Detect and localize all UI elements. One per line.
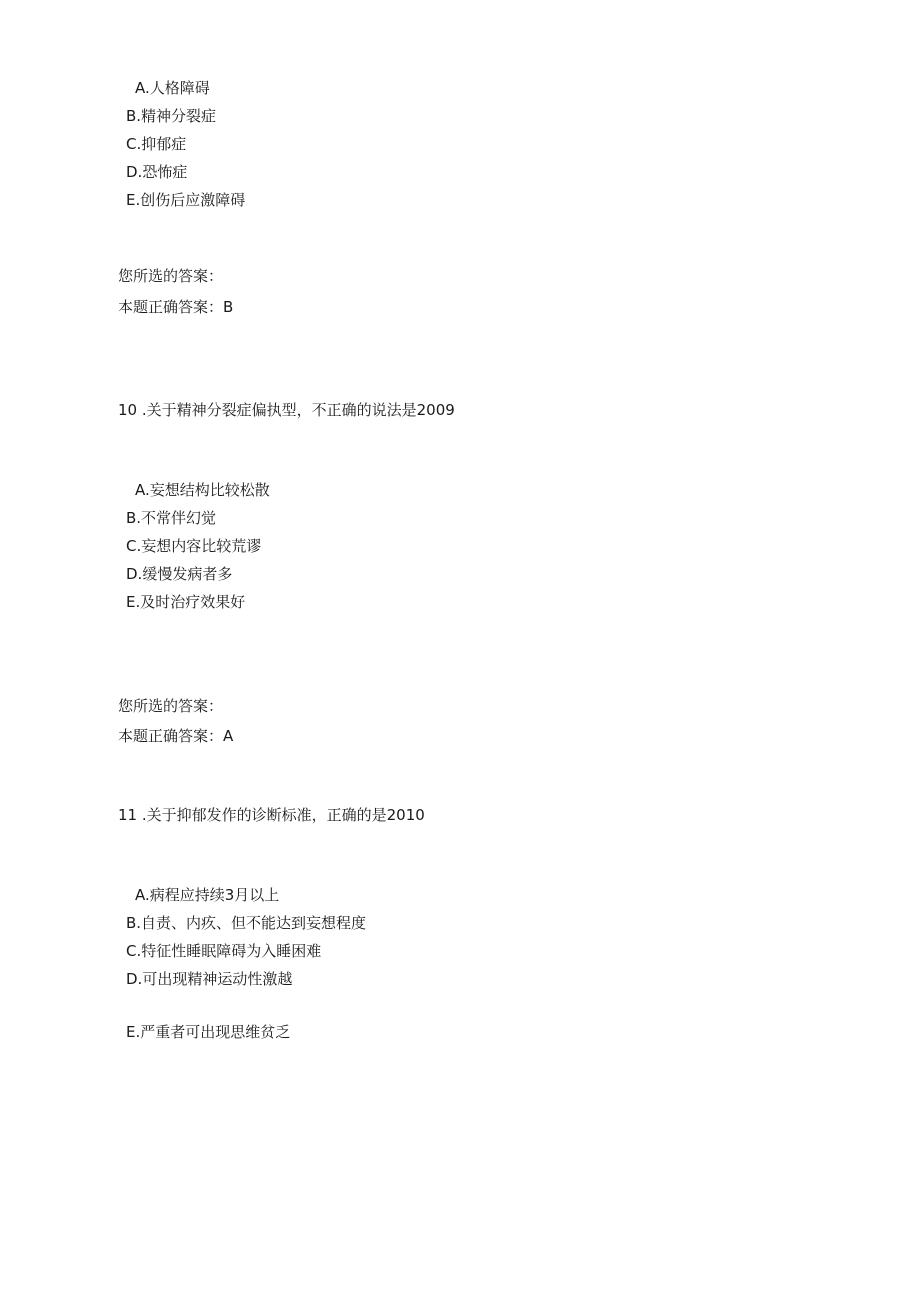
option-c: C.妄想内容比较荒谬: [126, 537, 262, 555]
option-b: B.自责、内疚、但不能达到妄想程度: [126, 914, 367, 932]
option-b: B.不常伴幻觉: [126, 509, 217, 527]
your-answer-label: 您所选的答案：: [118, 697, 224, 715]
option-b: B.精神分裂症: [126, 107, 217, 125]
option-d: D.可出现精神运动性激越: [126, 970, 293, 988]
correct-answer-label: 本题正确答案：A: [118, 727, 234, 745]
your-answer-label: 您所选的答案：: [118, 267, 224, 285]
option-a: A.病程应持续3月以上: [135, 886, 280, 904]
option-a: A.人格障碍: [135, 79, 210, 97]
correct-answer-label: 本题正确答案：B: [118, 298, 234, 316]
option-d: D.恐怖症: [126, 163, 188, 181]
option-c: C.特征性睡眠障碍为入睡困难: [126, 942, 322, 960]
question-title: 10 .关于精神分裂症偏执型，不正确的说法是2009: [118, 401, 455, 419]
option-d: D.缓慢发病者多: [126, 565, 233, 583]
question-title: 11 .关于抑郁发作的诊断标准，正确的是2010: [118, 806, 425, 824]
option-a: A.妄想结构比较松散: [135, 481, 270, 499]
option-e: E.严重者可出现思维贫乏: [126, 1023, 291, 1041]
option-e: E.及时治疗效果好: [126, 593, 246, 611]
option-e: E.创伤后应激障碍: [126, 191, 246, 209]
option-c: C.抑郁症: [126, 135, 187, 153]
